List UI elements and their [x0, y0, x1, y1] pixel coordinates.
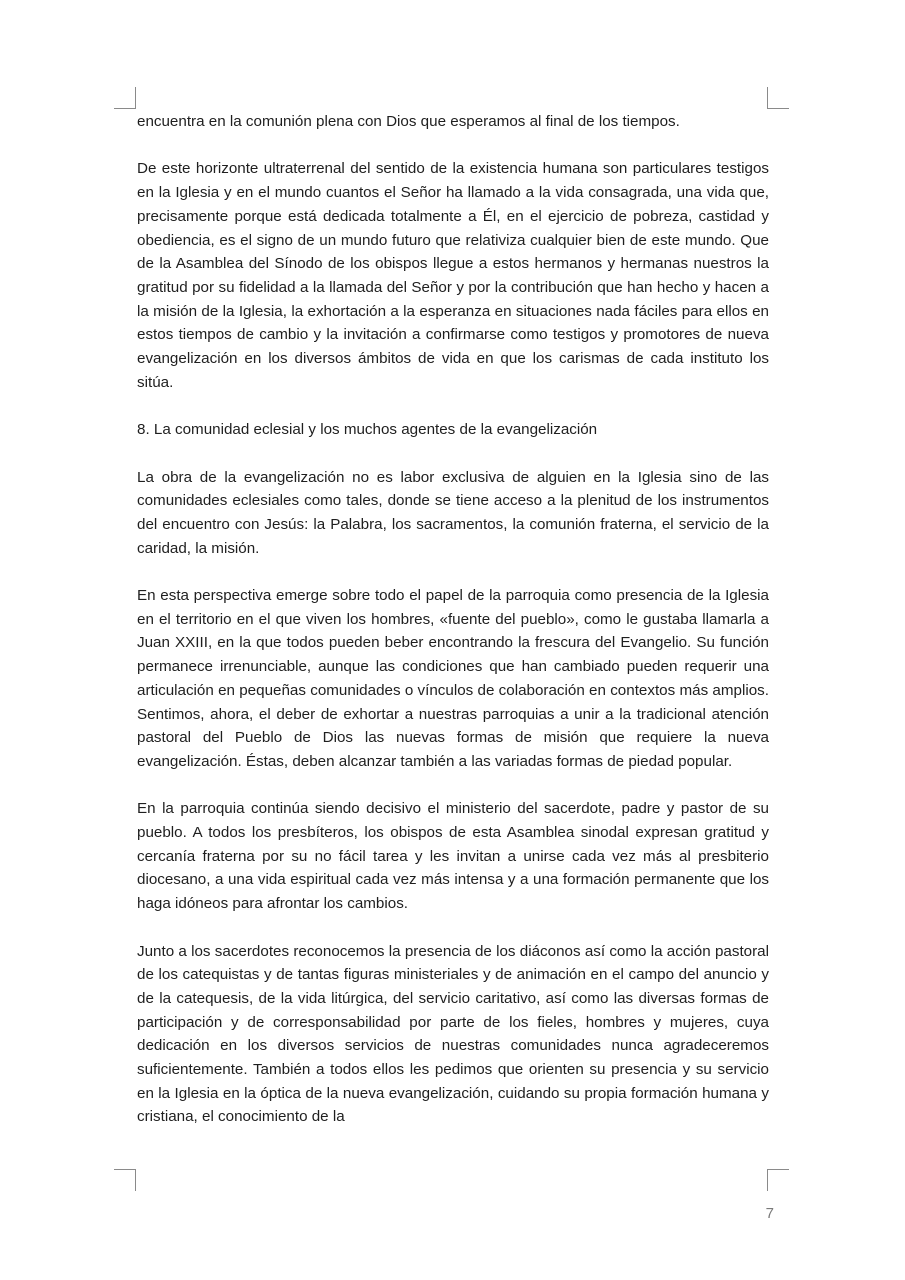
paragraph-continuation: encuentra en la comunión plena con Dios que esperamos al final de los tiempos. [137, 113, 680, 130]
section-heading: 8. La comunidad eclesial y los muchos agentes de la evangelización [137, 421, 598, 439]
page-number: 7 [765, 1205, 774, 1222]
paragraph-vida-consagrada: De este horizonte ultraterrenal del sentido de la existencia humana son particulares testigos en la Iglesia y en el mundo cuantos el Señor ha llamado a la vida consagrada, una vida que, precisamente porque está dedicada totalmente a Él, en el ejercicio de pobreza, castidad y obediencia, es el signo de un mundo futuro que relativiza cualquier bien de este mundo. Que de la Asamblea del Sínodo de los obispos llegue a estos hermanos y hermanas nuestros la gratitud por su fidelidad a la llamada del Señor y por la contribución que han hecho y hacen a la misión de la Iglesia, la exhortación a la esperanza en situaciones nada fáciles para ellos en estos tiempos de cambio y la invitación a confirmarse como testigos y promotores de nueva evangelización en los diversos ámbitos de vida en que los carismas de cada instituto los sitúa. [137, 160, 769, 391]
paragraph-parroquia: En esta perspectiva emerge sobre todo el papel de la parroquia como presencia de la Iglesia en el territorio en el que viven los hombres, «fuente del pueblo», como le gustaba llamarla a Juan XXIII, en la que todos pueden beber encontrando la frescura del Evangelio. Su función permanece irrenunciable, aunque las condiciones que han cambiado pueden requerir una articulación en pequeñas comunidades o vínculos de colaboración en contextos más amplios. Sentimos, ahora, el deber de exhortar a nuestras parroquias a unir a la tradicional atención pastoral del Pueblo de Dios las nuevas formas de misión que requiere la nueva evangelización. Éstas, deben alcanzar también a las variadas formas de piedad popular. [137, 587, 769, 770]
paragraph-obra-evangelizacion: La obra de la evangelización no es labor exclusiva de alguien en la Iglesia sino de las comunidades eclesiales como tales, donde se tiene acceso a la plenitud de los instrumentos del encuentro con Jesús: la Palabra, los sacramentos, la comunión fraterna, el servicio de la caridad, la misión. [137, 468, 769, 557]
document-body [137, 110, 769, 1129]
paragraph-diaconos-catequistas: Junto a los sacerdotes reconocemos la presencia de los diáconos así como la acción pastoral de los catequistas y de tantas figuras ministeriales y de animación en el campo del anuncio y de la catequesis, de la vida litúrgica, del servicio caritativo, así como las diversas formas de participación y de corresponsabilidad por parte de los fieles, hombres y mujeres, cuya dedicación en los diversos servicios de nuestras comunidades nunca agradeceremos suficientemente. También a todos ellos les pedimos que orienten su presencia y su servicio en la Iglesia en la óptica de la nueva evangelización, cuidando su propia formación humana y cristiana, el conocimiento de la [137, 942, 769, 1126]
paragraph-sacerdote: En la parroquia continúa siendo decisivo el ministerio del sacerdote, padre y pastor de su pueblo. A todos los presbíteros, los obispos de esta Asamblea sinodal expresan gratitud y cercanía fraterna por su no fácil tarea y les invitan a unirse cada vez más al presbiterio diocesano, a una vida espiritual cada vez más intensa y a una formación permanente que los haga idóneos para afrontar los cambios. [137, 800, 769, 913]
